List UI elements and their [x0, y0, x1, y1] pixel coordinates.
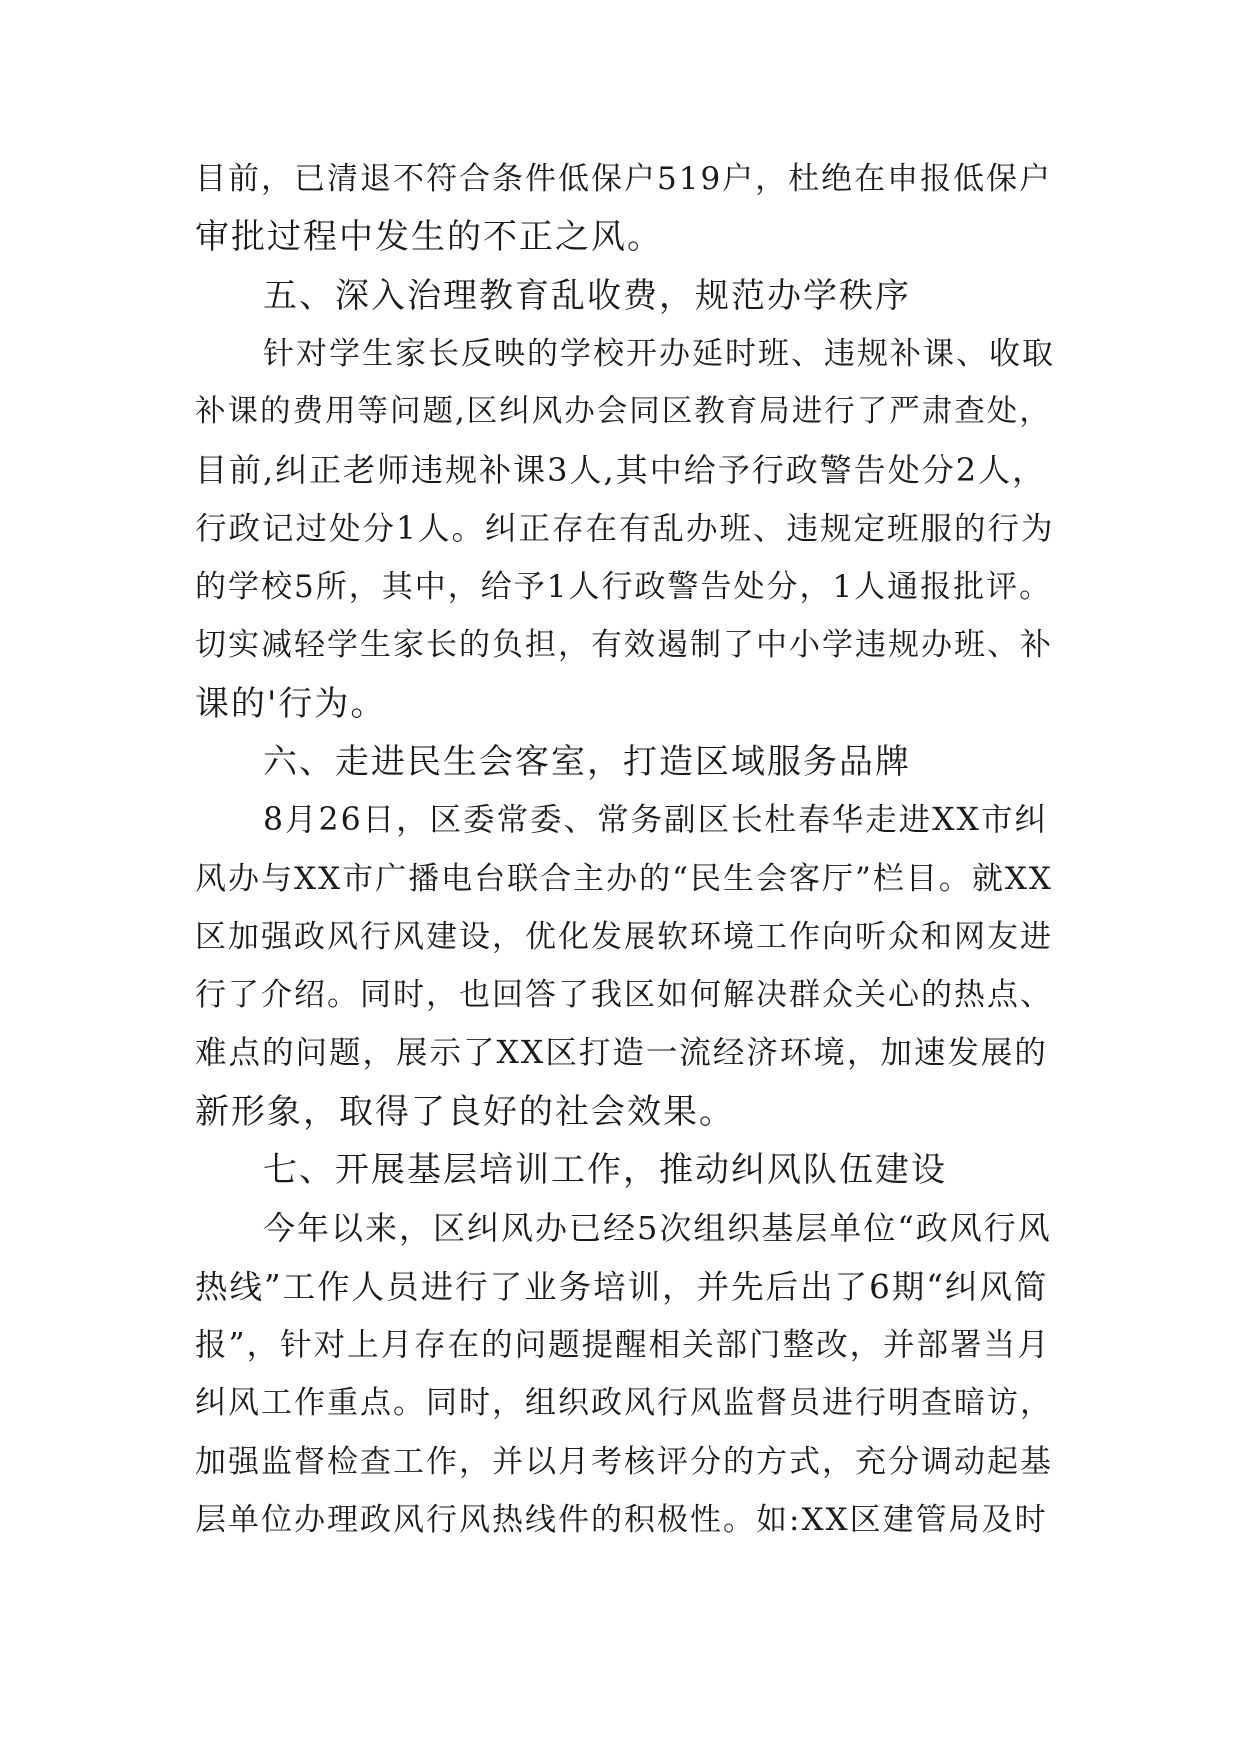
paragraph-first-line: 今年以来，区纠风办已经5次组织基层单位“政风行风: [263, 1209, 1052, 1248]
paragraph-line: 行了介绍。同时，也回答了我区如何解决群众关心的热点、: [195, 977, 1053, 1014]
paragraph-line: 行政记过处分1人。纠正存在有乱办班、违规定班服的行为: [195, 510, 1055, 547]
paragraph-first-line: 8月26日，区委常委、常务副区长杜春华走进XX市纠: [263, 802, 1048, 839]
paragraph-line: 课的'行为。: [195, 683, 387, 724]
paragraph-line: 热线”工作人员进行了业务培训，并先后出了6期“纠风简: [195, 1267, 1049, 1306]
paragraph-line: 审批过程中发生的不正之风。: [195, 217, 663, 258]
paragraph-line: 风办与XX市广播电台联合主办的“民生会客厅”栏目。就XX: [195, 860, 1053, 897]
paragraph-line: 的学校5所，其中，给予1人行政警告处分，1人通报批评。: [195, 569, 1053, 606]
paragraph-line: 难点的问题，展示了XX区打造一流经济环境，加速发展的: [195, 1035, 1048, 1072]
paragraph-line: 层单位办理政风行风热线件的积极性。如:XX区建管局及时: [195, 1501, 1048, 1538]
paragraph-line: 报”，针对上月存在的问题提醒相关部门整改，并部署当月: [195, 1326, 1051, 1363]
paragraph-line: 区加强政风行风建设，优化发展软环境工作向听众和网友进: [195, 918, 1053, 955]
paragraph-first-line: 六、走进民生会客室，打造区域服务品牌: [263, 741, 911, 782]
document-body: [195, 150, 1055, 1549]
paragraph-line: 切实减轻学生家长的负担，有效遏制了中小学违规办班、补: [195, 627, 1053, 664]
paragraph-line: 新形象，取得了良好的社会效果。: [195, 1091, 735, 1132]
paragraph-line: 目前,纠正老师违规补课3人,其中给予行政警告处分2人，: [195, 451, 1047, 490]
paragraph-first-line: 五、深入治理教育乱收费，规范办学秩序: [263, 275, 911, 316]
paragraph-first-line: 七、开展基层培训工作，推动纠风队伍建设: [263, 1150, 947, 1191]
paragraph-first-line: 针对学生家长反映的学校开办延时班、违规补课、收取: [263, 335, 1055, 372]
paragraph-line: 纠风工作重点。同时，组织政风行风监督员进行明查暗访，: [195, 1385, 1053, 1422]
paragraph-line: 补课的费用等问题,区纠风办会同区教育局进行了严肃查处，: [195, 394, 1052, 430]
paragraph-line: 加强监督检查工作，并以月考核评分的方式，充分调动起基: [195, 1443, 1053, 1480]
paragraph-line: 目前，已清退不符合条件低保户519户，杜绝在申报低保户: [195, 161, 1053, 197]
